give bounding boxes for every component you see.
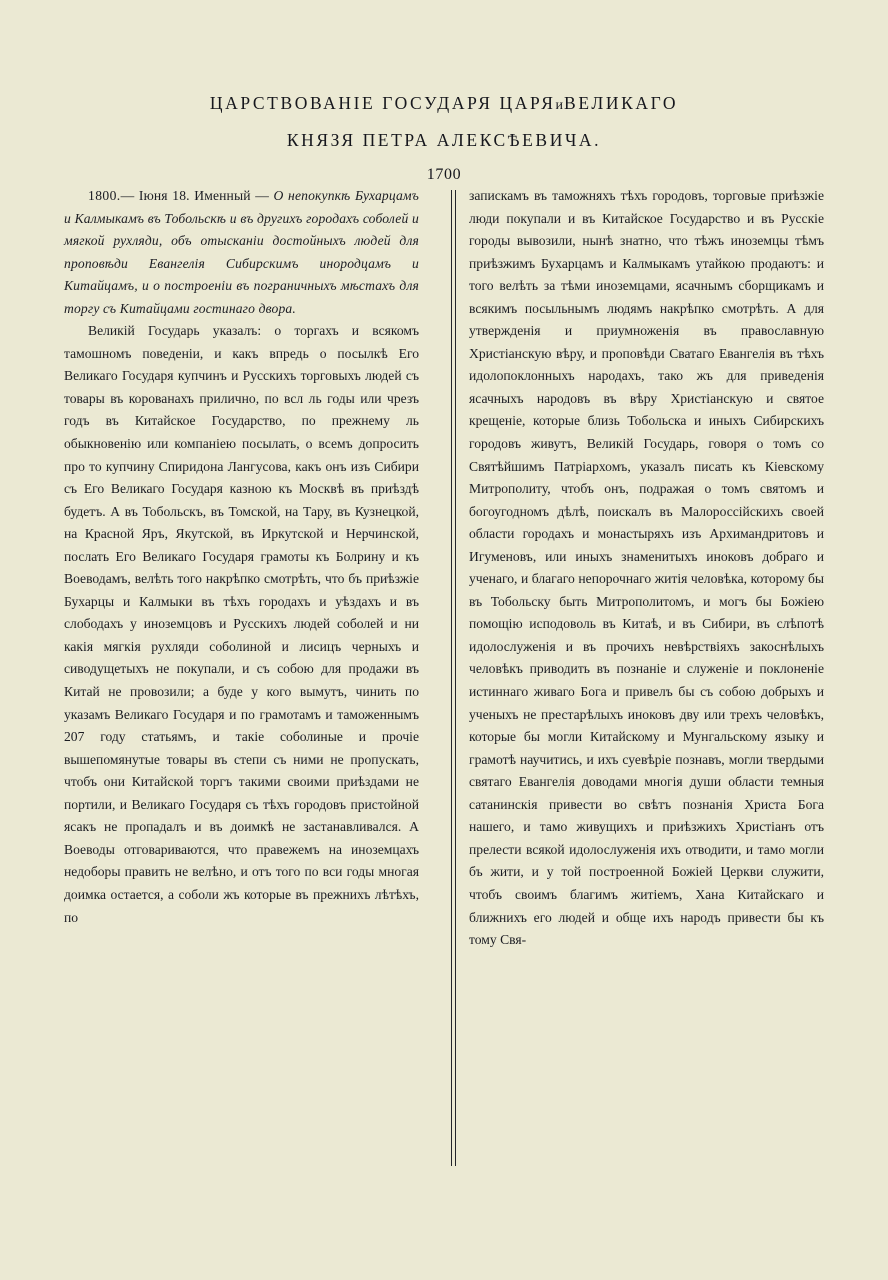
entry-dash-1: — — [120, 188, 135, 203]
entry-heading-paragraph — [64, 185, 419, 320]
entry-date: Іюня 18. — [138, 188, 190, 203]
masthead-title-part-1: ЦАРСТВОВАНІЕ ГОСУДАРЯ ЦАРЯ — [209, 93, 556, 113]
column-left — [64, 185, 419, 1170]
masthead-connector: и — [555, 98, 565, 113]
masthead-year: 1700 — [426, 166, 462, 183]
body-columns — [64, 185, 824, 1170]
page-masthead — [0, 86, 888, 184]
right-body-paragraph: запискамъ въ таможняхъ тѣхъ городовъ, торговые приѣзжіе люди покупали и въ Китайское Государство и въ Русскіе городы вывозили, нынѣ знатно, что тѣжъ иноземцы тѣмъ приѣзжимъ Бухарцамъ и Калмыкамъ утайкою продаютъ: и того велѣть за тѣми иноземцами, ясачнымъ сборщикамъ и всякимъ посыльнымъ людямъ накрѣпко смотрѣть. А для утвержденія и приумноженія въ православную Христіанскую вѣру, и проповѣди Сватаго Евангелія въ тѣхъ идолопоклонныхъ народахъ, тако жъ для приведенія ясачныхъ народовъ въ вѣру Христіанскую и святое крещеніе, которые близь Тобольска и иныхъ Сибирскихъ городовъ живутъ, Великій Государь, говоря о томъ со Святѣйшимъ Патріархомъ, указалъ писать къ Кіевскому Митрополиту, чтобъ онъ, подражая о томъ святомъ и богоугодномъ дѣлѣ, поискалъ въ Малороссійскихъ своей области городахъ и монастыряхъ изъ Архимандритовъ и Игуменовъ, или иныхъ знаменитыхъ иноковъ добраго и ученаго, и благаго непорочнаго житія человѣка, которому бы въ Тобольску быть Митрополитомъ, и могъ бы Божіею помощію исподоволь въ Китаѣ, и въ Сибири, въ слѣпотѣ идолослуженія и въ прочихъ невѣрствіяхъ закоснѣлыхъ человѣкъ приводить въ познаніе и служеніе и поклоненіе истиннаго живаго Бога и привелъ бы съ собою добрыхъ и ученыхъ не престарѣлыхъ иноковъ дву или трехъ человѣкъ, которые бы могли Китайскому и Мунгальскому языку и грамотѣ научитись, и ихъ суевѣріе познавъ, могли твердыми святаго Евангелія доводами многія души области темныя сатанинскія привести во свѣтъ познанія Христа Бога нашего, и тамо живущихъ и приѣзжихъ Христіанъ отъ прелести всякой идолослуженія ихъ отводити, и тамо могли бъ жити, и у той построенной Божіей Церкви служити, чтобъ своимъ благимъ житіемъ, Хана Китайскаго и ближнихъ его людей и обще ихъ народъ привести бы къ тому Свя- — [469, 188, 824, 948]
masthead-line-2: КНЯЗЯ ПЕТРА АЛЕКСѢЕВИЧА. — [286, 130, 602, 150]
entry-doc-type: Именный — [194, 188, 251, 203]
masthead-title-part-2: ВЕЛИКАГО — [564, 93, 679, 113]
masthead-line-1 — [0, 86, 888, 123]
left-body-paragraph: Великій Государь указалъ: о торгахъ и всякомъ тамошномъ поведеніи, и какъ впредь о посылкѣ Его Великаго Государя купчинъ и Русскихъ торговыхъ людей съ товары въ корованахъ прилично, по всл ль годы или чрезъ годъ въ Китайское Государство, по прежнему ль обыкновенію или компаніею посылать, о всемъ допросить про то купчину Спиридона Лангусова, какъ онъ изъ Сибири съ Его Великаго Государя казною къ Москвѣ въ приѣздѣ будетъ. А въ Тобольскъ, въ Томской, на Тару, въ Кузнецкой, на Красной Яръ, Якутской, въ Иркутской и Нерчинской, послать Его Великаго Государя грамоты къ Болрину и къ Воеводамъ, велѣть того накрѣпко смотрѣть, что бъ приѣзжіе Бухарцы и Калмыки въ тѣхъ городахъ и уѣздахъ и въ слободахъ у иноземцовъ и Русскихъ людей соболей и ни какія мягкія рухляди соболиной и лисицъ черныхъ и сиводущетыхъ не покупали, и съ собою для продажи въ Китай не провозили; а буде у кого вымутъ, чинить по указамъ Великаго Государя и по грамотамъ и таможеннымъ 207 году статьямъ, и такіе соболиные и прочіе вышепомянутые товары въ степи съ ними не пропускать, чтобъ они Китайской торгъ такими своими приѣздами не портили, и Великаго Государя съ тѣхъ городовъ пристойной ясакъ не пропадалъ и въ доимкѣ не застанавливался. А Воеводы отговариваются, что правежемъ на иноземцахъ недоборы править не велѣно, и отъ того по вси годы многая доимка остается, а соболи жъ которые въ прежнихъ лѣтѣхъ, по — [64, 323, 419, 925]
entry-number: 1800. — [88, 188, 121, 203]
entry-dash-2: — — [255, 188, 269, 203]
column-right — [469, 185, 824, 1170]
entry-title-italic: О непокупкѣ Бухарцамъ и Калмыкамъ въ Тобольскѣ и въ другихъ городахъ соболей и мягкой рухляди, объ отысканіи достойныхъ людей для проповѣди Евангелія Сибирскимъ инородцамъ и Китайцамъ, и о построеніи въ пограничныхъ мѣстахъ для торгу съ Китайцами гостинаго двора. — [64, 188, 419, 316]
